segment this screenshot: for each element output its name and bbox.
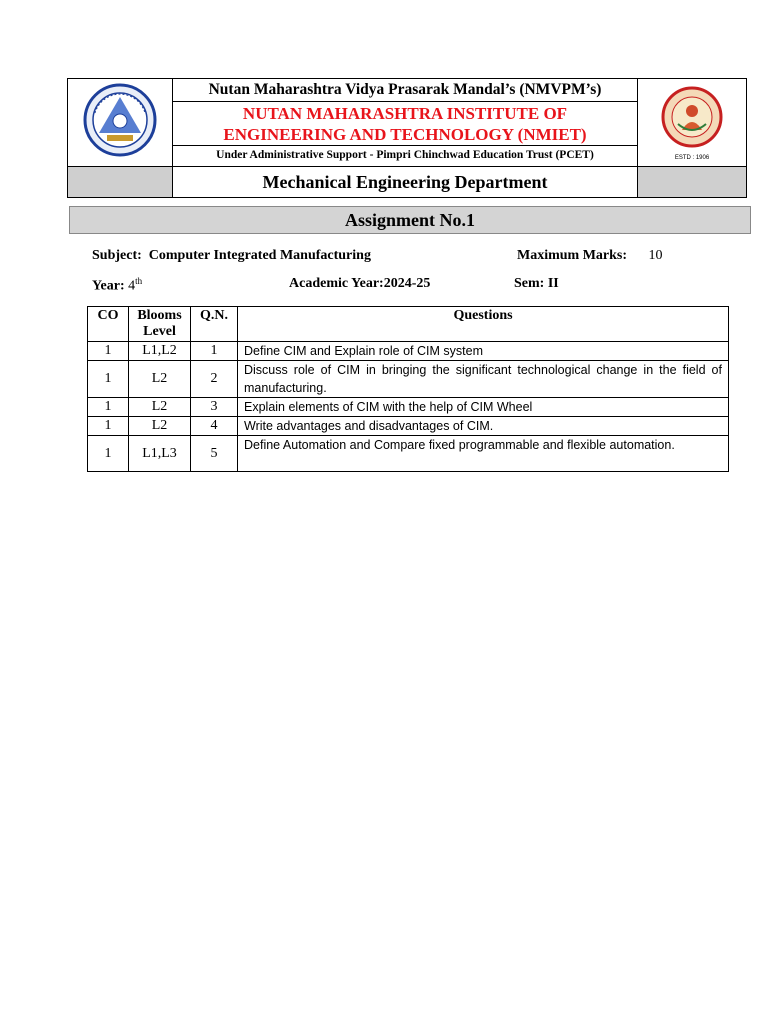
row-question: Define Automation and Compare fixed programmable and flexible automation.: [238, 436, 729, 472]
row-co: 1: [88, 436, 129, 472]
row-co: 1: [88, 361, 129, 398]
year-line: [92, 276, 142, 295]
institute-line-2: ENGINEERING AND TECHNOLOGY (NMIET): [223, 125, 587, 144]
row-co: 1: [88, 398, 129, 417]
max-marks-label: Maximum Marks:: [517, 248, 628, 263]
row-qn: 3: [191, 398, 238, 417]
academic-year: Academic Year:2024-25: [289, 276, 431, 291]
row-level: L2: [129, 398, 191, 417]
row-co: 1: [88, 342, 129, 361]
year-value: 4: [128, 278, 136, 294]
society-name: Nutan Maharashtra Vidya Prasarak Mandal’s (NMVPM’s): [173, 79, 637, 102]
year-suffix: th: [135, 276, 143, 286]
row-level: L2: [129, 361, 191, 398]
row-qn: 4: [191, 417, 238, 436]
year-label: Year:: [92, 278, 125, 294]
row-question: Write advantages and disadvantages of CIM.: [238, 417, 729, 436]
max-marks-value: 10: [648, 248, 663, 263]
table-row: [88, 436, 729, 472]
col-blooms-level-text: Blooms Level: [137, 308, 182, 339]
left-logo-cell: [68, 79, 173, 167]
right-logo-cell: [638, 79, 747, 167]
questions-table: [87, 306, 729, 472]
col-co: CO: [88, 307, 129, 342]
institute-name: [173, 102, 637, 146]
row-level: L2: [129, 417, 191, 436]
row-qn: 2: [191, 361, 238, 398]
assignment-title: Assignment No.1: [69, 206, 751, 234]
department-title: Mechanical Engineering Department: [173, 167, 638, 198]
row-question: Discuss role of CIM in bringing the significant technological change in the field of manufacturing.: [238, 361, 729, 398]
subject-value: Computer Integrated Manufacturing: [148, 248, 371, 263]
dept-left-blank: [68, 167, 173, 198]
subject-line: [92, 248, 371, 264]
nmvpm-seal-icon: [650, 84, 734, 154]
row-question: Define CIM and Explain role of CIM system: [238, 342, 729, 361]
max-marks: [517, 248, 663, 264]
row-co: 1: [88, 417, 129, 436]
row-qn: 5: [191, 436, 238, 472]
support-line: Under Administrative Support - Pimpri Chinchwad Education Trust (PCET): [216, 149, 594, 161]
table-row: [88, 417, 729, 436]
table-row: [88, 342, 729, 361]
row-level: L1,L3: [129, 436, 191, 472]
table-header-row: [88, 307, 729, 342]
table-row: [88, 361, 729, 398]
header-center: [173, 79, 638, 167]
dept-right-blank: [638, 167, 747, 198]
row-level: L1,L2: [129, 342, 191, 361]
letterhead: [67, 78, 747, 198]
col-blooms-level: [129, 307, 191, 342]
col-questions: Questions: [238, 307, 729, 342]
semester: Sem: II: [514, 276, 559, 291]
row-qn: 1: [191, 342, 238, 361]
table-row: [88, 398, 729, 417]
row-question: Explain elements of CIM with the help of CIM Wheel: [238, 398, 729, 417]
subject-label: Subject:: [92, 248, 142, 263]
nmiet-logo-icon: [83, 83, 157, 157]
institute-line-1: NUTAN MAHARASHTRA INSTITUTE OF: [242, 104, 568, 123]
col-qn: Q.N.: [191, 307, 238, 342]
seal-caption: ESTD : 1906: [674, 155, 710, 161]
